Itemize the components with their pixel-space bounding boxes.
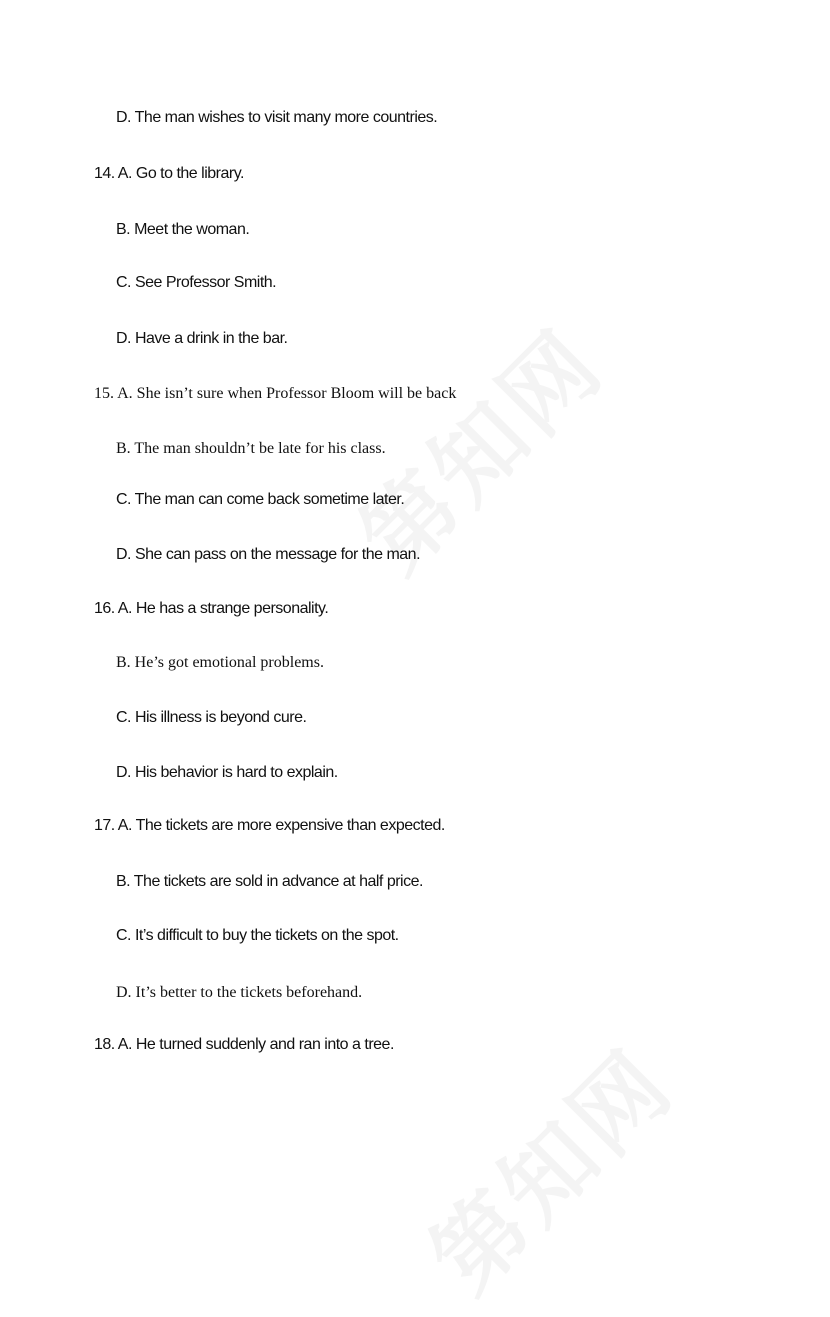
question-15: 15. A. She isn’t sure when Professor Bloom will be back (94, 385, 457, 402)
question-16: 16. A. He has a strange personality. (94, 600, 329, 617)
answer-option: C. His illness is beyond cure. (116, 709, 307, 726)
answer-option: C. See Professor Smith. (116, 274, 277, 291)
answer-option: D. It’s better to the tickets beforehand. (116, 984, 363, 1001)
question-17: 17. A. The tickets are more expensive than expected. (94, 817, 445, 834)
answer-option: B. Meet the woman. (116, 221, 250, 238)
answer-option: D. The man wishes to visit many more countries. (116, 109, 438, 126)
question-14: 14. A. Go to the library. (94, 165, 244, 182)
answer-option: B. The tickets are sold in advance at half price. (116, 873, 423, 890)
answer-option: D. She can pass on the message for the man. (116, 546, 421, 563)
watermark (396, 1015, 697, 1316)
answer-option: B. He’s got emotional problems. (116, 654, 324, 671)
answer-option: B. The man shouldn’t be late for his class. (116, 440, 386, 457)
answer-option: D. Have a drink in the bar. (116, 330, 288, 347)
answer-option: D. His behavior is hard to explain. (116, 764, 338, 781)
answer-option: C. The man can come back sometime later. (116, 491, 405, 508)
answer-option: C. It’s difficult to buy the tickets on the spot. (116, 927, 399, 944)
question-18: 18. A. He turned suddenly and ran into a tree. (94, 1036, 394, 1053)
